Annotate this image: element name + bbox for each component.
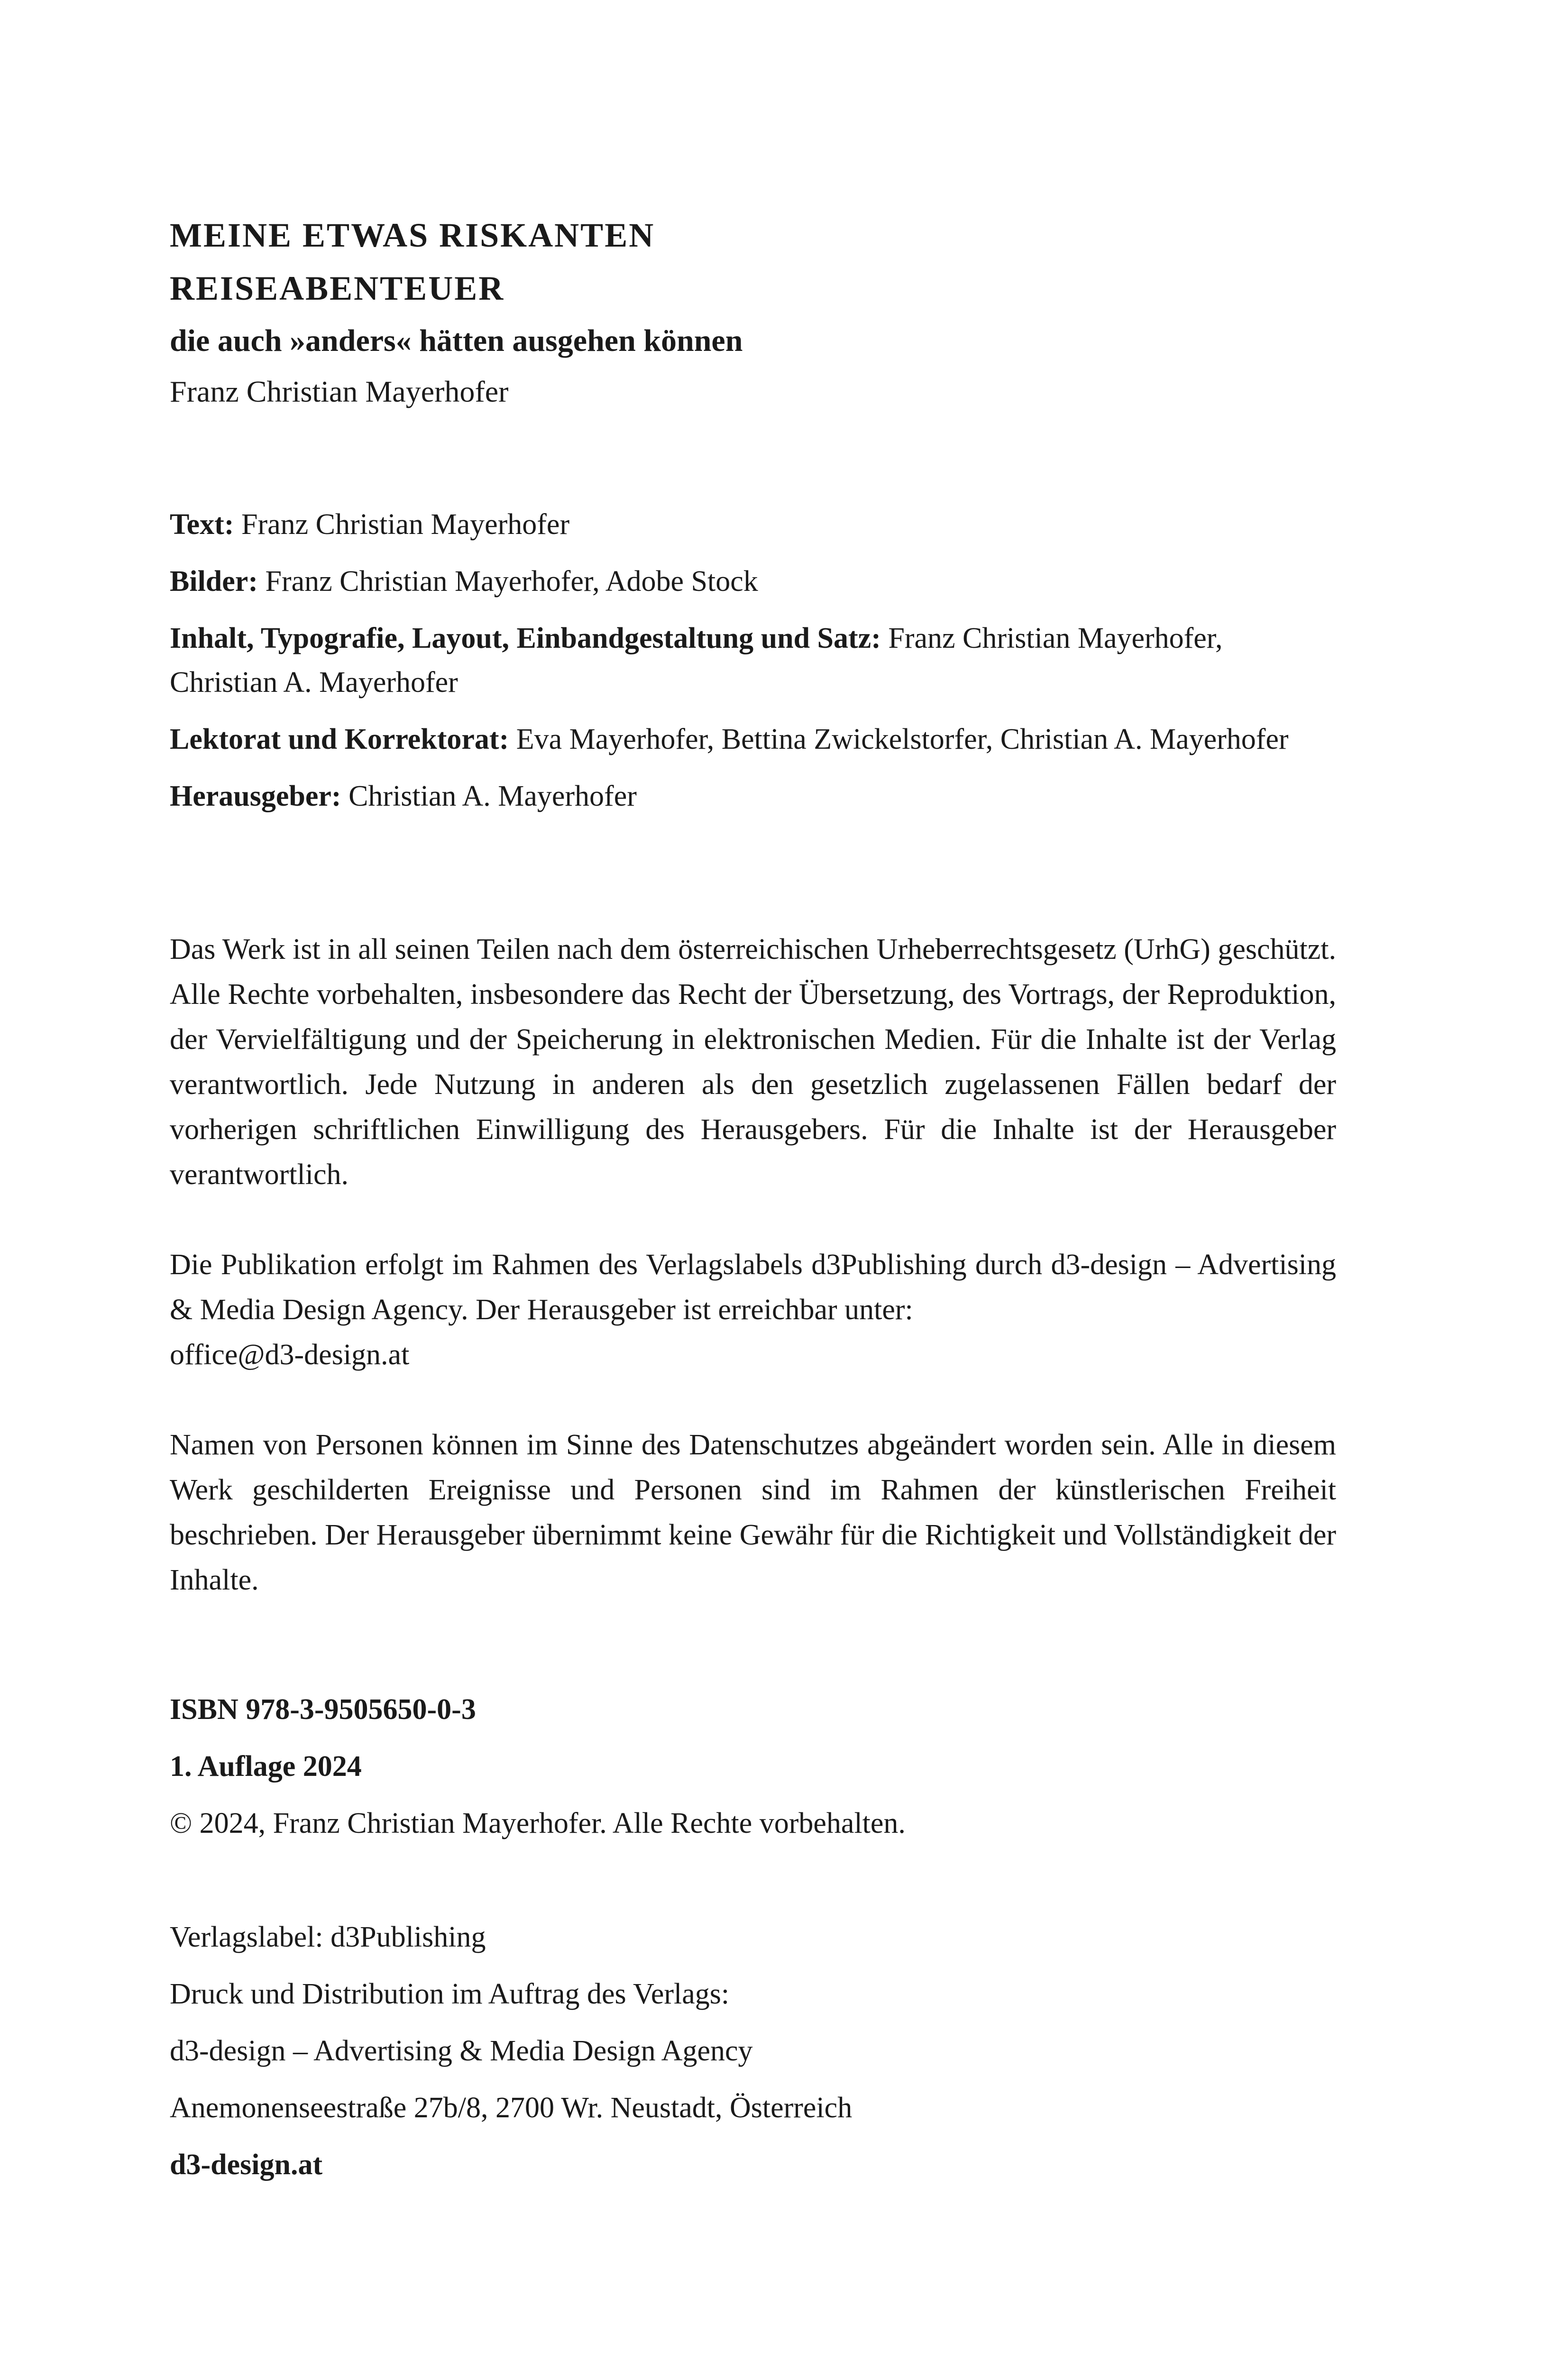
credit-label: Bilder: bbox=[170, 565, 258, 597]
credit-value: Franz Christian Mayerhofer, Christian A. Mayerhofer bbox=[170, 622, 1223, 698]
credit-layout bbox=[170, 616, 1336, 705]
credit-label: Herausgeber: bbox=[170, 780, 341, 812]
credit-label: Text: bbox=[170, 508, 234, 541]
credit-publisher bbox=[170, 774, 1336, 818]
title-block bbox=[170, 209, 743, 416]
agency-address: Anemonenseestraße 27b/8, 2700 Wr. Neustadt, Österreich bbox=[170, 2092, 853, 2124]
copyright-notice: Das Werk ist in all seinen Teilen nach dem österreichischen Urheberrechtsgesetz (UrhG) geschützt. Alle Rechte vorbehalten, insbesondere das Recht der Übersetzung, des Vortrags, der Reproduktion, der Vervielfältigung und der Speicherung in elektronischen Medien. Für die Inhalte ist der Verlag verantwortlich. Jede Nutzung in anderen als den gesetzlich zugelassenen Fällen bedarf der vorherigen schriftlichen Einwilligung des Herausgebers. Für die Inhalte ist der Herausgeber verantwortlich. bbox=[170, 933, 1336, 1191]
publication-email: office@d3-design.at bbox=[170, 1339, 410, 1371]
credit-value: Eva Mayerhofer, Bettina Zwickelstorfer, Christian A. Mayerhofer bbox=[509, 723, 1289, 755]
edition-info bbox=[170, 1681, 1336, 1852]
credit-value: Franz Christian Mayerhofer, Adobe Stock bbox=[257, 565, 758, 597]
credit-text bbox=[170, 503, 1336, 547]
credit-value: Christian A. Mayerhofer bbox=[341, 780, 637, 812]
book-title-line-2: REISEABENTEUER bbox=[170, 269, 505, 307]
agency-name: d3-design – Advertising & Media Design Agency bbox=[170, 2035, 753, 2067]
credit-label: Inhalt, Typografie, Layout, Einbandgestaltung und Satz: bbox=[170, 622, 881, 654]
credit-value: Franz Christian Mayerhofer bbox=[234, 508, 570, 541]
credit-editing bbox=[170, 717, 1336, 762]
edition-number: 1. Auflage 2024 bbox=[170, 1750, 362, 1783]
book-title-line-1: MEINE ETWAS RISKANTEN bbox=[170, 216, 655, 254]
publication-notice-block bbox=[170, 1242, 1336, 1378]
publisher-label: Verlagslabel: d3Publishing bbox=[170, 1921, 486, 1953]
publisher-info bbox=[170, 1909, 1336, 2193]
publication-notice: Die Publikation erfolgt im Rahmen des Verlagslabels d3Publishing durch d3-design – Advertising & Media Design Agency. Der Herausgeber ist erreichbar unter: bbox=[170, 1249, 1336, 1326]
privacy-notice: Namen von Personen können im Sinne des Datenschutzes abgeändert worden sein. Alle in diesem Werk geschilderten Ereignisse und Personen sind im Rahmen der künstlerischen Freiheit beschrieben. Der Herausgeber übernimmt keine Gewähr für die Richtigkeit und Vollständigkeit der Inhalte. bbox=[170, 1429, 1336, 1596]
credit-label: Lektorat und Korrektorat: bbox=[170, 723, 509, 755]
book-author: Franz Christian Mayerhofer bbox=[170, 375, 509, 408]
agency-website: d3-design.at bbox=[170, 2149, 323, 2181]
copyright-line: © 2024, Franz Christian Mayerhofer. Alle Rechte vorbehalten. bbox=[170, 1807, 906, 1839]
book-subtitle: die auch »anders« hätten ausgehen können bbox=[170, 323, 743, 358]
distribution-line: Druck und Distribution im Auftrag des Verlags: bbox=[170, 1978, 730, 2010]
credits-list bbox=[170, 503, 1336, 831]
isbn: ISBN 978-3-9505650-0-3 bbox=[170, 1693, 476, 1726]
credit-images bbox=[170, 560, 1336, 604]
